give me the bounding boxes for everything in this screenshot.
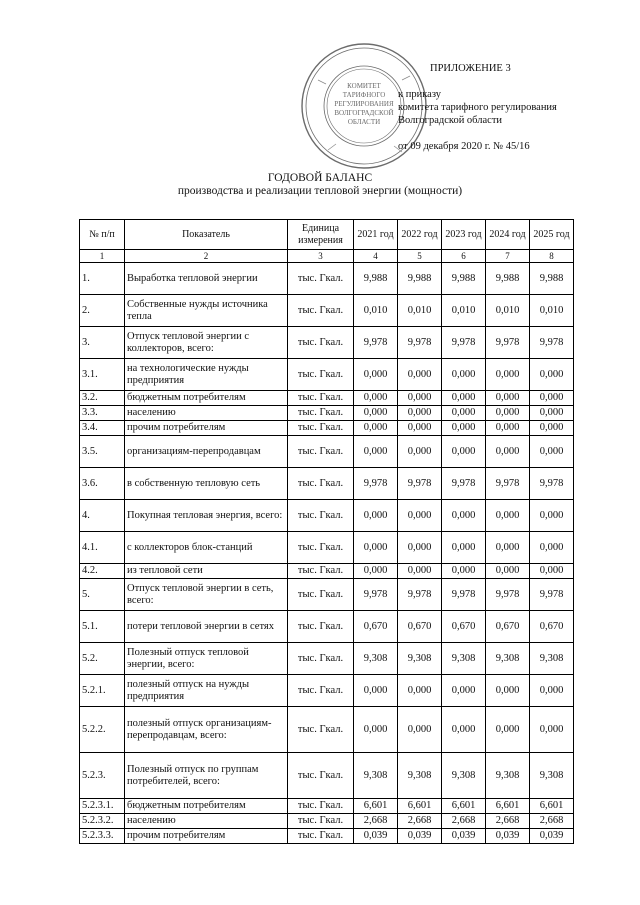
row-value: 0,000 xyxy=(530,500,574,532)
row-number: 3.5. xyxy=(80,436,125,468)
row-number: 3.1. xyxy=(80,359,125,391)
table-row xyxy=(80,675,574,707)
row-indicator: в собственную тепловую сеть xyxy=(125,468,288,500)
row-unit: тыс. Гкал. xyxy=(288,814,354,829)
row-indicator: Полезный отпуск тепловой энергии, всего: xyxy=(125,643,288,675)
header-year-2021: 2021 год xyxy=(354,220,398,250)
row-unit: тыс. Гкал. xyxy=(288,359,354,391)
svg-text:РЕГУЛИРОВАНИЯ: РЕГУЛИРОВАНИЯ xyxy=(334,100,394,108)
row-value: 9,308 xyxy=(530,753,574,799)
row-value: 0,039 xyxy=(398,829,442,844)
row-unit: тыс. Гкал. xyxy=(288,406,354,421)
row-value: 9,988 xyxy=(354,263,398,295)
row-value: 0,000 xyxy=(486,707,530,753)
row-indicator: Полезный отпуск по группам потребителей, всего: xyxy=(125,753,288,799)
row-value: 0,039 xyxy=(354,829,398,844)
row-indicator: Отпуск тепловой энергии с коллекторов, всего: xyxy=(125,327,288,359)
header-unit: Единица измерения xyxy=(288,220,354,250)
row-number: 3.4. xyxy=(80,421,125,436)
row-indicator: Отпуск тепловой энергии в сеть, всего: xyxy=(125,579,288,611)
row-value: 0,000 xyxy=(398,707,442,753)
row-number: 5.2.3.2. xyxy=(80,814,125,829)
table-body xyxy=(80,263,574,844)
row-number: 5.2.2. xyxy=(80,707,125,753)
row-value: 0,000 xyxy=(354,421,398,436)
row-value: 2,668 xyxy=(398,814,442,829)
row-value: 9,308 xyxy=(486,643,530,675)
row-value: 0,000 xyxy=(442,421,486,436)
title-line-2: производства и реализации тепловой энергии (мощности) xyxy=(177,185,463,197)
row-unit: тыс. Гкал. xyxy=(288,421,354,436)
column-number: 4 xyxy=(354,250,398,263)
row-value: 0,039 xyxy=(530,829,574,844)
row-value: 0,010 xyxy=(398,295,442,327)
row-indicator: полезный отпуск на нужды предприятия xyxy=(125,675,288,707)
row-value: 0,000 xyxy=(442,359,486,391)
table-row xyxy=(80,406,574,421)
row-value: 2,668 xyxy=(442,814,486,829)
row-value: 0,670 xyxy=(486,611,530,643)
table-row xyxy=(80,532,574,564)
table-row xyxy=(80,814,574,829)
table-row xyxy=(80,391,574,406)
row-number: 2. xyxy=(80,295,125,327)
row-value: 0,010 xyxy=(486,295,530,327)
table-row xyxy=(80,579,574,611)
row-value: 0,000 xyxy=(398,532,442,564)
row-value: 9,988 xyxy=(398,263,442,295)
row-value: 9,978 xyxy=(442,468,486,500)
row-value: 0,000 xyxy=(486,675,530,707)
row-value: 0,000 xyxy=(354,707,398,753)
table-row xyxy=(80,327,574,359)
column-number: 8 xyxy=(530,250,574,263)
row-number: 5.1. xyxy=(80,611,125,643)
row-value: 0,000 xyxy=(530,675,574,707)
row-value: 0,000 xyxy=(530,532,574,564)
table-row xyxy=(80,436,574,468)
row-number: 3. xyxy=(80,327,125,359)
row-value: 0,039 xyxy=(442,829,486,844)
header-year-2025: 2025 год xyxy=(530,220,574,250)
document-title xyxy=(0,172,640,198)
order-line-spacer xyxy=(398,127,633,140)
row-indicator: прочим потребителям xyxy=(125,421,288,436)
column-number: 6 xyxy=(442,250,486,263)
table-row xyxy=(80,753,574,799)
row-value: 0,000 xyxy=(442,564,486,579)
row-value: 0,000 xyxy=(398,421,442,436)
table-row xyxy=(80,421,574,436)
row-number: 4. xyxy=(80,500,125,532)
row-value: 9,308 xyxy=(354,753,398,799)
row-value: 9,978 xyxy=(398,327,442,359)
row-value: 0,000 xyxy=(486,406,530,421)
row-indicator: Собственные нужды источника тепла xyxy=(125,295,288,327)
table-row xyxy=(80,643,574,675)
row-value: 0,000 xyxy=(354,532,398,564)
row-value: 9,308 xyxy=(398,753,442,799)
row-value: 6,601 xyxy=(398,799,442,814)
row-value: 6,601 xyxy=(530,799,574,814)
row-number: 4.2. xyxy=(80,564,125,579)
row-indicator: Покупная тепловая энергия, всего: xyxy=(125,500,288,532)
header-year-2022: 2022 год xyxy=(398,220,442,250)
row-value: 0,000 xyxy=(354,564,398,579)
row-number: 3.6. xyxy=(80,468,125,500)
row-number: 3.3. xyxy=(80,406,125,421)
row-value: 9,988 xyxy=(486,263,530,295)
row-number: 5.2. xyxy=(80,643,125,675)
row-number: 1. xyxy=(80,263,125,295)
row-value: 0,000 xyxy=(530,359,574,391)
row-value: 9,978 xyxy=(486,327,530,359)
row-indicator: населению xyxy=(125,814,288,829)
row-number: 5.2.3. xyxy=(80,753,125,799)
row-value: 0,000 xyxy=(354,675,398,707)
row-unit: тыс. Гкал. xyxy=(288,799,354,814)
column-number-row xyxy=(80,250,574,263)
row-value: 0,000 xyxy=(486,421,530,436)
row-value: 0,000 xyxy=(398,675,442,707)
row-value: 9,978 xyxy=(486,468,530,500)
row-value: 9,988 xyxy=(530,263,574,295)
appendix-label: ПРИЛОЖЕНИЕ 3 xyxy=(430,63,511,74)
row-value: 0,000 xyxy=(442,532,486,564)
table-row xyxy=(80,829,574,844)
row-indicator: полезный отпуск организациям-перепродавцам, всего: xyxy=(125,707,288,753)
row-value: 0,000 xyxy=(398,359,442,391)
row-value: 9,978 xyxy=(354,579,398,611)
table-row xyxy=(80,468,574,500)
table-header-row xyxy=(80,220,574,250)
order-line-1: к приказу xyxy=(398,89,441,100)
row-indicator: потери тепловой энергии в сетях xyxy=(125,611,288,643)
table-row xyxy=(80,707,574,753)
row-value: 0,000 xyxy=(530,564,574,579)
row-value: 9,308 xyxy=(354,643,398,675)
row-unit: тыс. Гкал. xyxy=(288,579,354,611)
row-indicator: из тепловой сети xyxy=(125,564,288,579)
header-no: № п/п xyxy=(80,220,125,250)
header-year-2023: 2023 год xyxy=(442,220,486,250)
header-indicator: Показатель xyxy=(125,220,288,250)
row-value: 0,670 xyxy=(354,611,398,643)
row-value: 9,978 xyxy=(442,579,486,611)
row-indicator: организациям-перепродавцам xyxy=(125,436,288,468)
row-value: 9,308 xyxy=(486,753,530,799)
row-value: 9,978 xyxy=(354,327,398,359)
row-value: 0,000 xyxy=(398,564,442,579)
row-value: 9,978 xyxy=(530,327,574,359)
row-value: 0,000 xyxy=(354,500,398,532)
row-unit: тыс. Гкал. xyxy=(288,707,354,753)
row-value: 0,000 xyxy=(442,500,486,532)
row-value: 0,000 xyxy=(354,391,398,406)
row-value: 0,000 xyxy=(398,500,442,532)
row-value: 0,010 xyxy=(530,295,574,327)
order-line-2: комитета тарифного регулирования xyxy=(398,102,557,113)
row-value: 0,000 xyxy=(354,436,398,468)
row-value: 2,668 xyxy=(530,814,574,829)
row-value: 9,978 xyxy=(486,579,530,611)
row-unit: тыс. Гкал. xyxy=(288,391,354,406)
row-unit: тыс. Гкал. xyxy=(288,295,354,327)
row-unit: тыс. Гкал. xyxy=(288,564,354,579)
table-row xyxy=(80,263,574,295)
svg-text:ОБЛАСТИ: ОБЛАСТИ xyxy=(347,118,381,126)
table-row xyxy=(80,500,574,532)
row-unit: тыс. Гкал. xyxy=(288,468,354,500)
header-year-2024: 2024 год xyxy=(486,220,530,250)
row-value: 9,308 xyxy=(442,643,486,675)
document-header xyxy=(398,62,633,153)
row-value: 0,000 xyxy=(398,436,442,468)
row-value: 9,978 xyxy=(442,327,486,359)
row-indicator: бюджетным потребителям xyxy=(125,391,288,406)
row-value: 0,000 xyxy=(530,406,574,421)
row-number: 5.2.3.1. xyxy=(80,799,125,814)
row-value: 0,000 xyxy=(486,532,530,564)
row-value: 0,670 xyxy=(530,611,574,643)
row-value: 6,601 xyxy=(486,799,530,814)
order-date: от 09 декабря 2020 г. № 45/16 xyxy=(398,141,530,152)
row-value: 9,308 xyxy=(442,753,486,799)
row-value: 9,978 xyxy=(354,468,398,500)
row-unit: тыс. Гкал. xyxy=(288,436,354,468)
column-number: 7 xyxy=(486,250,530,263)
row-value: 6,601 xyxy=(354,799,398,814)
row-value: 0,010 xyxy=(354,295,398,327)
row-unit: тыс. Гкал. xyxy=(288,263,354,295)
column-number: 3 xyxy=(288,250,354,263)
row-number: 5.2.1. xyxy=(80,675,125,707)
table-row xyxy=(80,611,574,643)
row-value: 9,308 xyxy=(398,643,442,675)
row-value: 0,000 xyxy=(486,500,530,532)
row-value: 9,308 xyxy=(530,643,574,675)
row-number: 5. xyxy=(80,579,125,611)
row-indicator: прочим потребителям xyxy=(125,829,288,844)
row-value: 0,000 xyxy=(486,359,530,391)
row-value: 9,978 xyxy=(398,468,442,500)
column-number: 5 xyxy=(398,250,442,263)
row-value: 2,668 xyxy=(354,814,398,829)
row-unit: тыс. Гкал. xyxy=(288,829,354,844)
svg-text:ВОЛГОГРАДСКОЙ: ВОЛГОГРАДСКОЙ xyxy=(334,109,394,117)
row-value: 0,010 xyxy=(442,295,486,327)
row-value: 0,000 xyxy=(442,436,486,468)
row-number: 3.2. xyxy=(80,391,125,406)
row-unit: тыс. Гкал. xyxy=(288,500,354,532)
row-value: 0,000 xyxy=(530,436,574,468)
row-value: 9,978 xyxy=(530,468,574,500)
svg-text:КОМИТЕТ: КОМИТЕТ xyxy=(347,82,381,90)
row-number: 4.1. xyxy=(80,532,125,564)
order-line-3: Волгоградской области xyxy=(398,115,503,126)
row-value: 0,670 xyxy=(398,611,442,643)
row-indicator: с коллекторов блок-станций xyxy=(125,532,288,564)
row-value: 0,670 xyxy=(442,611,486,643)
row-value: 9,978 xyxy=(530,579,574,611)
row-value: 0,000 xyxy=(486,391,530,406)
row-value: 0,000 xyxy=(442,391,486,406)
row-value: 6,601 xyxy=(442,799,486,814)
row-indicator: на технологические нужды предприятия xyxy=(125,359,288,391)
row-value: 0,000 xyxy=(530,421,574,436)
row-value: 0,039 xyxy=(486,829,530,844)
row-unit: тыс. Гкал. xyxy=(288,643,354,675)
column-number: 1 xyxy=(80,250,125,263)
row-indicator: населению xyxy=(125,406,288,421)
svg-text:ТАРИФНОГО: ТАРИФНОГО xyxy=(342,91,386,99)
row-number: 5.2.3.3. xyxy=(80,829,125,844)
column-number: 2 xyxy=(125,250,288,263)
table-row xyxy=(80,564,574,579)
row-value: 0,000 xyxy=(398,406,442,421)
balance-table xyxy=(79,219,574,844)
row-unit: тыс. Гкал. xyxy=(288,532,354,564)
row-value: 0,000 xyxy=(486,564,530,579)
row-unit: тыс. Гкал. xyxy=(288,675,354,707)
table-row xyxy=(80,359,574,391)
row-value: 0,000 xyxy=(442,675,486,707)
row-indicator: бюджетным потребителям xyxy=(125,799,288,814)
row-unit: тыс. Гкал. xyxy=(288,611,354,643)
table-row xyxy=(80,295,574,327)
row-value: 9,978 xyxy=(398,579,442,611)
row-value: 0,000 xyxy=(398,391,442,406)
row-value: 0,000 xyxy=(442,406,486,421)
table-row xyxy=(80,799,574,814)
row-indicator: Выработка тепловой энергии xyxy=(125,263,288,295)
row-value: 0,000 xyxy=(354,359,398,391)
row-unit: тыс. Гкал. xyxy=(288,753,354,799)
row-value: 0,000 xyxy=(354,406,398,421)
title-line-1: ГОДОВОЙ БАЛАНС xyxy=(267,172,373,184)
row-value: 2,668 xyxy=(486,814,530,829)
row-value: 0,000 xyxy=(530,707,574,753)
row-value: 0,000 xyxy=(442,707,486,753)
row-value: 0,000 xyxy=(530,391,574,406)
row-value: 0,000 xyxy=(486,436,530,468)
row-value: 9,988 xyxy=(442,263,486,295)
row-unit: тыс. Гкал. xyxy=(288,327,354,359)
